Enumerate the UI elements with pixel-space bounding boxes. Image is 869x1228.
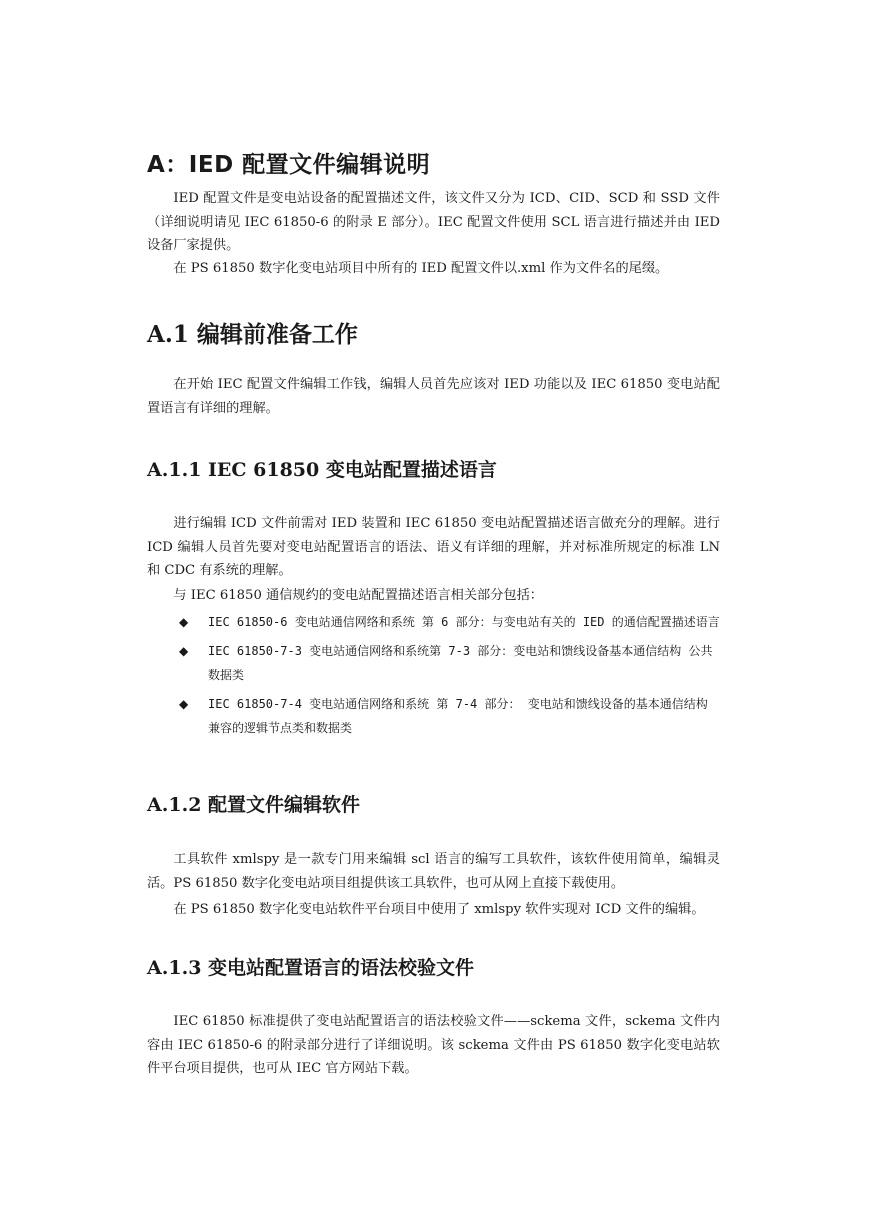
list-item-text: IEC 61850-7-3 变电站通信网络和系统第 7-3 部分：变电站和馈线设备基本通信结构 公共数据类 (208, 643, 713, 682)
section-a11-lead: 与 IEC 61850 通信规约的变电站配置描述语言相关部分包括： (173, 588, 543, 603)
list-item (147, 692, 720, 741)
list-item-text: IEC 61850-7-4 变电站通信网络和系统 第 7-4 部分： 变电站和馈线设备的基本通信结构 兼容的逻辑节点类和数据类 (208, 696, 708, 735)
section-a12-paragraph-2: 在 PS 61850 数字化变电站软件平台项目中使用了 xmlspy 软件实现对 ICD 文件的编辑。 (173, 902, 705, 917)
list-item (147, 610, 720, 635)
intro-paragraph-1: IED 配置文件是变电站设备的配置描述文件，该文件又分为 ICD、CID、SCD 和 SSD 文件（详细说明请见 IEC 61850-6 的附录 E 部分）。IEC 配置文件使用 SCL 语言进行描述并由 IED 设备厂家提供。 (147, 191, 720, 253)
diamond-bullet-icon: ◆ (179, 643, 189, 658)
section-a1-heading: A.1 编辑前准备工作 (147, 321, 358, 348)
section-a13-heading: A.1.3 变电站配置语言的语法校验文件 (147, 957, 475, 979)
standards-list (147, 610, 720, 745)
diamond-bullet-icon: ◆ (179, 615, 189, 629)
section-a13-paragraph: IEC 61850 标准提供了变电站配置语言的语法校验文件——sckema 文件，sckema 文件内容由 IEC 61850-6 的附录部分进行了详细说明。该 sckema 文件由 PS 61850 数字化变电站软件平台项目提供，也可从 IEC 官方网站下载。 (147, 1014, 720, 1076)
list-item-text: IEC 61850-6 变电站通信网络和系统 第 6 部分：与变电站有关的 IED 的通信配置描述语言 (208, 615, 720, 629)
section-a1-paragraph: 在开始 IEC 配置文件编辑工作钱，编辑人员首先应该对 IED 功能以及 IEC 61850 变电站配置语言有详细的理解。 (147, 377, 720, 416)
diamond-bullet-icon: ◆ (179, 696, 189, 711)
intro-paragraph-2: 在 PS 61850 数字化变电站项目中所有的 IED 配置文件以.xml 作为文件名的尾缀。 (173, 261, 669, 276)
section-a11-heading: A.1.1 IEC 61850 变电站配置描述语言 (147, 459, 497, 481)
section-a12-heading: A.1.2 配置文件编辑软件 (147, 794, 361, 816)
list-item (147, 639, 720, 688)
section-a11-paragraph: 进行编辑 ICD 文件前需对 IED 装置和 IEC 61850 变电站配置描述语言做充分的理解。进行 ICD 编辑人员首先要对变电站配置语言的语法、语义有详细的理解，并对标准所规定的标准 LN 和 CDC 有系统的理解。 (147, 516, 720, 578)
page-title: A：IED 配置文件编辑说明 (147, 152, 431, 178)
section-a12-paragraph-1: 工具软件 xmlspy 是一款专门用来编辑 scl 语言的编写工具软件，该软件使用简单，编辑灵活。PS 61850 数字化变电站项目组提供该工具软件，也可从网上直接下载使用。 (147, 852, 720, 891)
